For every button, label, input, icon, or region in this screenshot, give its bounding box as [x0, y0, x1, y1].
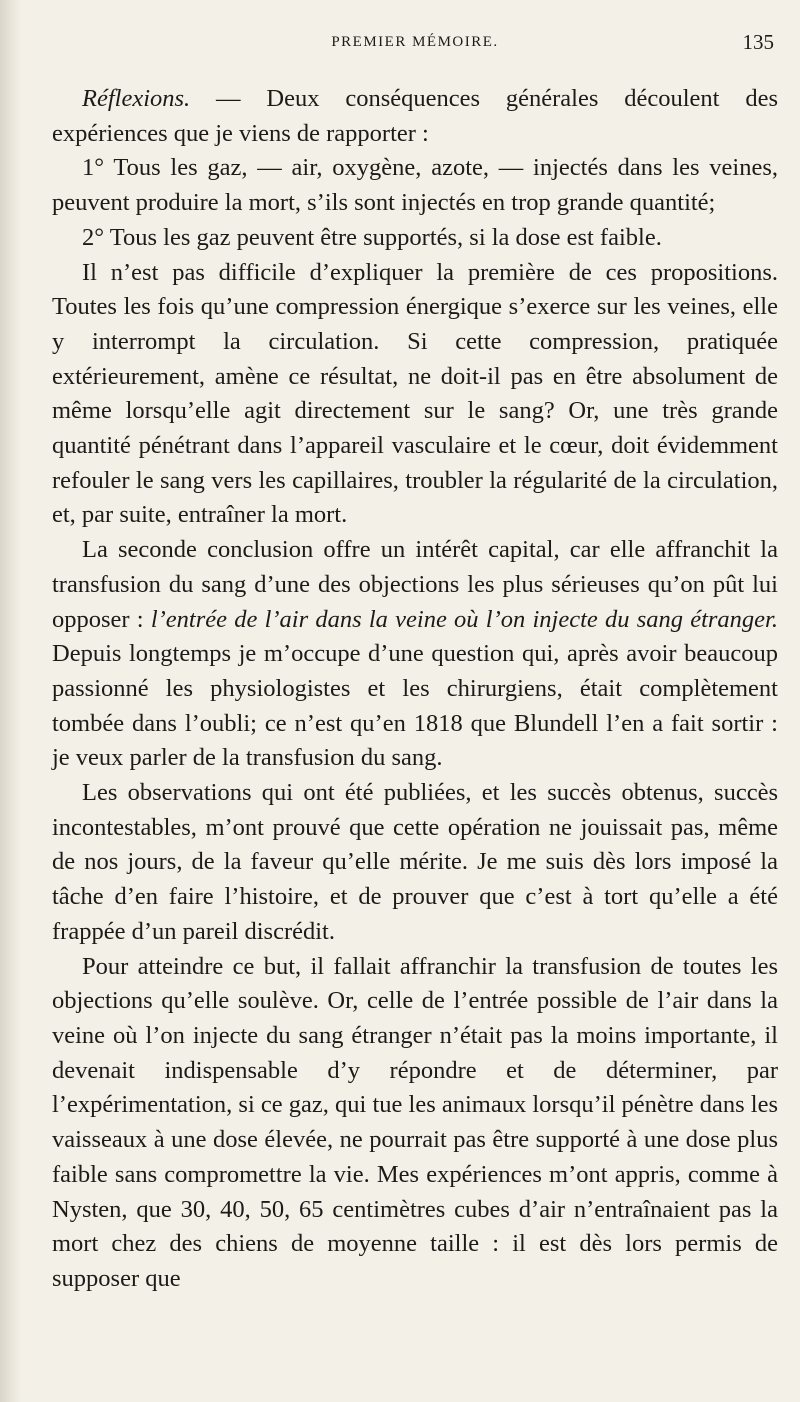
page-number: 135: [742, 30, 774, 54]
paragraph-reflexions: [52, 82, 778, 151]
paragraph-text: Depuis longtemps je m’occupe d’une question qui, après avoir beaucoup passionné les physiologistes et les chirurgiens, était complètement tombée dans l’oubli; ce n’est qu’en 1818 que Blundell l’en a fait sortir : je veux parler de la transfusion du sang.: [52, 640, 778, 772]
paragraph-explanation: Il n’est pas difficile d’expliquer la première de ces propositions. Toutes les fois qu’une compression énergique s’exerce sur les veines, elle y interrompt la circulation. Si cette compression, pratiquée extérieurement, amène ce résultat, ne doit-il pas en être absolument de même lorsqu’elle agit directement sur le sang? Or, une très grande quantité pénétrant dans l’appareil vasculaire et le cœur, doit évidemment refouler le sang vers les capillaires, troubler la régularité de la circulation, et, par suite, entraîner la mort.: [52, 258, 778, 529]
paragraph-text: — Deux conséquences générales découlent des expériences que je viens de rapporter :: [52, 85, 778, 147]
paragraph-observations: Les observations qui ont été publiées, et les succès obtenus, succès incontestables, m’ont prouvé que cette opération ne jouissait pas, même de nos jours, de la faveur qu’elle mérite. Je me suis dès lors imposé la tâche d’en faire l’histoire, et de prouver que c’est à tort qu’elle a été frappée d’un pareil discrédit.: [52, 779, 778, 945]
paragraph-second-consequence: 2° Tous les gaz peuvent être supportés, si la dose est faible.: [82, 223, 662, 251]
paragraph-second-conclusion: [52, 533, 778, 776]
running-title: PREMIER MÉMOIRE.: [331, 34, 499, 50]
page-binding-edge: [0, 0, 22, 1402]
paragraph-first-consequence: 1° Tous les gaz, — air, oxygène, azote, — injectés dans les veines, peuvent produire la mort, s’ils sont injectés en trop grande quantité;: [52, 154, 778, 217]
italic-phrase: l’entrée de l’air dans la veine où l’on injecte du sang étranger.: [150, 605, 778, 633]
section-lead: Réflexions.: [82, 85, 191, 112]
body-text: [52, 82, 778, 1297]
paragraph-objective: Pour atteindre ce but, il fallait affranchir la transfusion de toutes les objections qu’elle soulève. Or, celle de l’entrée possible de l’air dans la veine où l’on injecte du sang étranger n’était pas la moins importante, il devenait indispensable d’y répondre et de déterminer, par l’expérimentation, si ce gaz, qui tue les animaux lorsqu’il pénètre dans les vaisseaux à une dose élevée, ne pourrait pas être supporté à une dose plus faible sans compromettre la vie. Mes expériences m’ont appris, comme à Nysten, que 30, 40, 50, 65 centimètres cubes d’air n’entraînaient pas la mort chez des chiens de moyenne taille : il est dès lors permis de supposer que: [52, 952, 778, 1292]
running-head: [52, 18, 778, 58]
book-page: [52, 18, 778, 1297]
paragraph-text: La seconde conclusion offre un intérêt capital, car elle affranchit la transfusion du sang d’une des objections les plus sérieuses qu’on pût lui opposer :: [52, 536, 778, 633]
